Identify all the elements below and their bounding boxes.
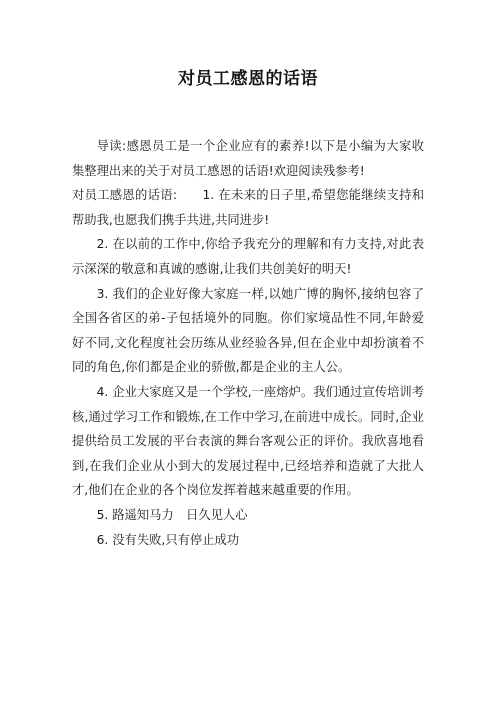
paragraph-intro: 导读:感恩员工是一个企业应有的素养!以下是小编为大家收集整理出来的关于对员工感恩的话语!欢迎阅读残参考!	[72, 139, 424, 178]
paragraph-item-2: 2. 在以前的工作中,你给予我充分的理解和有力支持,对此表示深深的敬意和真诚的感谢,让我们共创美好的明天!	[72, 237, 424, 276]
paragraph-item-5: 5. 路遥知马力 日久见人心	[96, 507, 248, 522]
document-title: 对员工感恩的话语	[178, 69, 318, 89]
paragraph-item-6: 6. 没有失败,只有停止成功	[96, 532, 240, 547]
paragraph-item-1: 对员工感恩的话语: 1. 在未来的日子里,希望您能继续支持和帮助我,也愿我们携手共进,共同进步!	[72, 188, 424, 227]
document-body	[72, 134, 424, 552]
paragraph-item-4: 4. 企业大家庭又是一个学校,一座熔炉。我们通过宣传培训考核,通过学习工作和锻炼,在工作中学习,在前进中成长。同时,企业提供给员工发展的平台表演的舞台客观公正的评价。我欣喜地看到,在我们企业从小到大的发展过程中,已经培养和造就了大批人才,他们在企业的各个岗位发挥着越来越重要的作用。	[72, 384, 424, 498]
paragraph-item-3: 3. 我们的企业好像大家庭一样,以她广博的胸怀,接纳包容了全国各省区的弟-子包括境外的同胞。你们家境品性不同,年龄爱好不同,文化程度社会历练从业经验各异,但在企业中却扮演着不同的角色,你们都是企业的骄傲,都是企业的主人公。	[72, 286, 424, 375]
